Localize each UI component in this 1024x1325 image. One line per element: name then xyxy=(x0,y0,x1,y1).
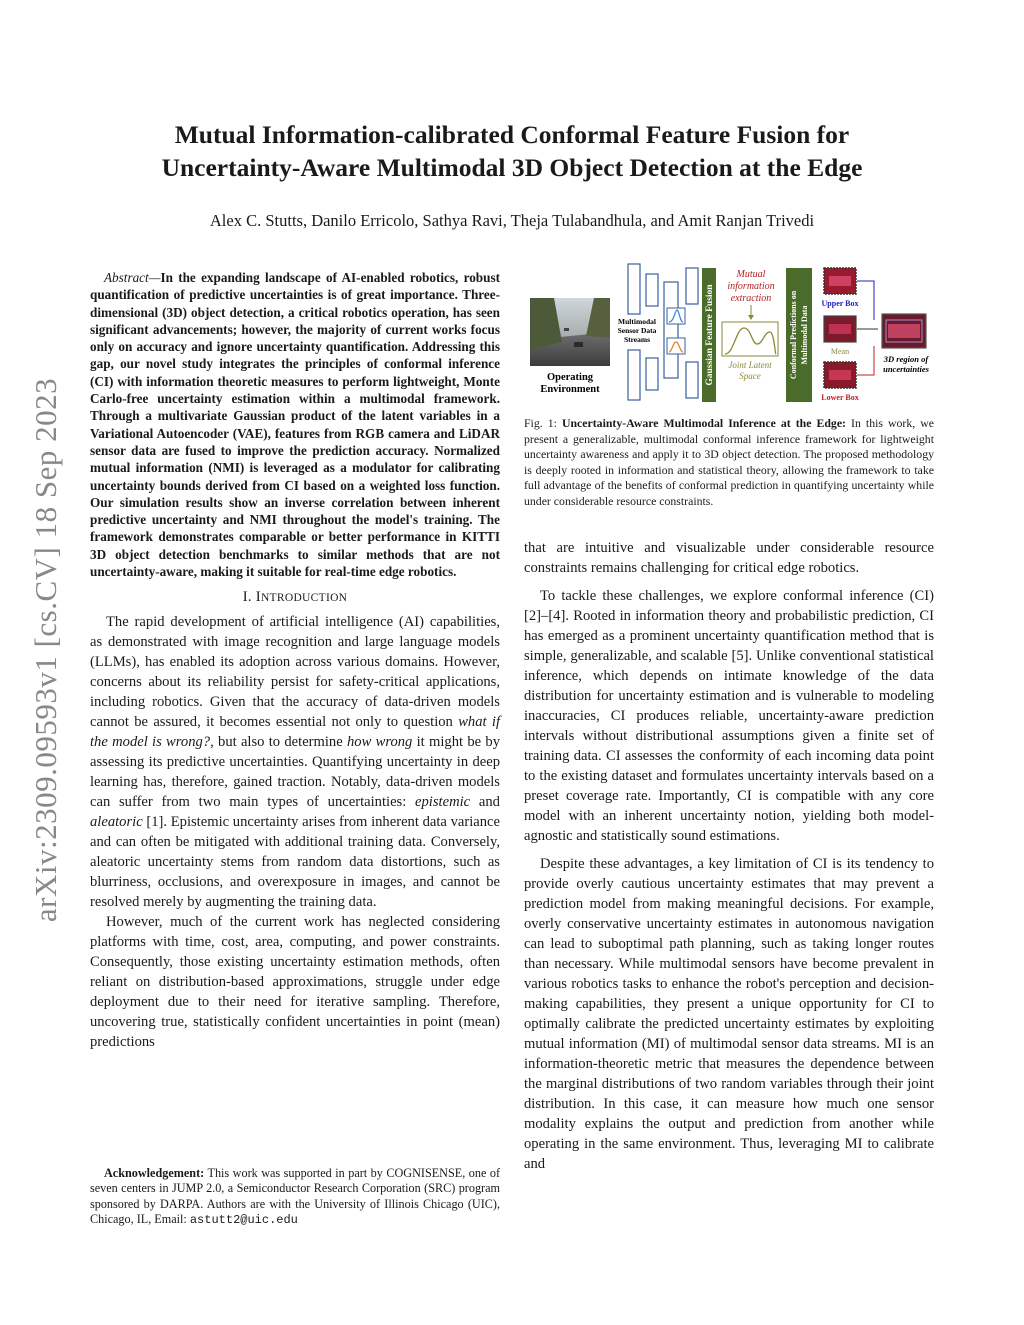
author-list: Alex C. Stutts, Danilo Erricolo, Sathya Ravi, Theja Tulabandhula, and Amit Ranjan Trivedi xyxy=(209,211,815,230)
operating-env-label-line1: Operating xyxy=(546,372,594,383)
intro-p1-emphasis-3: epistemic xyxy=(415,794,471,811)
sensor-streams-label-line3: Streams xyxy=(623,335,651,344)
distribution-icon-orange xyxy=(667,338,685,354)
acknowledgement-text: This work was supported in part by COGNISENSE, one of seven centers in JUMP 2.0, a Semiconductor Research Corporation (SRC) program sponsored by DARPA. Authors are with the University of Illinois Chicago (UIC), Chicago, IL, Email: xyxy=(90,1166,501,1227)
abstract-label: Abstract xyxy=(104,270,149,285)
intro-p1-part-c: it might be by assessing its predictive uncertainties. Quantifying uncertainty in deep learning has, therefore, gained traction. Notably, data-driven models can suffer from two main types of uncertainties: xyxy=(90,734,500,811)
upper-box-panel xyxy=(824,268,856,294)
upper-connector xyxy=(857,281,874,320)
operating-env-label-line2: Environment xyxy=(540,384,600,395)
intro-p1-emphasis-1: what if the model is wrong? xyxy=(90,714,501,751)
lower-box-label: Lower Box xyxy=(821,393,859,402)
right-paragraph-1: To tackle these challenges, we explore conformal inference (CI) [2]–[4]. Rooted in information theory and probabilistic prediction, CI has emerged as a prominent uncertainty quantification method that is simple, generalizable, and scalable [5]. Unlike conventional statistical inference, which depends on intimate knowledge of the data distribution for uncertainty estimation and is vulnerable to modeling inaccuracies, CI produces reliable, uncertainty-aware prediction intervals without distributional assumptions given a finite set of training data. CI assesses the conformity of each incoming data point to the existing dataset and formulates uncertainty intervals based on a preset coverage rate. Importantly, CI is compatible with any core model with an inherent uncertainty notion, yielding both model-agnostic and statistically sound estimations. xyxy=(524,588,934,844)
intro-p1-part-b: , but also to determine xyxy=(210,734,347,751)
latent-label-line1: Joint Latent xyxy=(728,360,772,370)
abstract-text: In the expanding landscape of AI-enabled robotics, robust quantification of predictive uncertainties is of great importance. Three-dimensional (3D) object detection, a critical robotics operation, has seen significant advancements; however, the majority of current works focus only on accuracy and ignore uncertainty quantification. Addressing this gap, our novel study integrates the principles of conformal inference (CI) with information theoretic measures to perform lightweight, Monte Carlo-free uncertainty estimation within a multimodal framework. Through a multivariate Gaussian product of the latent variables in a Variational Autoencoder (VAE), features from RGB camera and LiDAR sensor data are fused to improve the prediction accuracy. Normalized mutual information (NMI) is leveraged as a modulator for calibrating uncertainty bounds derived from CI based on a weighted loss function. Our simulation results show an inverse correlation between inherent predictive uncertainty and NMI throughout the model's training. The framework demonstrates comparable or better performance in KITTI 3D object detection benchmarks to similar methods that are not uncertainty-aware, making it suitable for real-time edge robotics. xyxy=(90,270,500,580)
mi-label-line3: extraction xyxy=(730,293,772,304)
driving-scene-image xyxy=(530,298,610,366)
lower-box-panel xyxy=(824,362,856,388)
intro-p1-part-d: and xyxy=(470,794,500,811)
predictions-label-line2: Multimodal Data xyxy=(800,305,809,365)
left-column xyxy=(90,269,500,1052)
acknowledgement-footnote xyxy=(90,1166,500,1229)
gaussian-feature-fusion-label: Gaussian Feature Fusion xyxy=(705,284,715,386)
caption-text: In this work, we present a generalizable, multimodal conformal inference framework for lightweight uncertainty awareness and apply it to 3D object detection. The proposed methodology is deeply rooted in information and statistical theory, allowing the framework to take full advantage of the benefits of conformal prediction in quantifying uncertainty while under considerable resource constraints. xyxy=(524,416,934,508)
section-heading-introduction xyxy=(90,589,500,606)
mean-panel xyxy=(824,316,856,342)
section-title-rest: NTRODUCTION xyxy=(260,592,348,605)
latent-label-line2: Space xyxy=(739,371,761,381)
intro-p1-part-e: [1]. Epistemic uncertainty arises from inherent data variance and can often be mitigated with additional training data. Conversely, aleatoric uncertainty stems from random data distortions, such as blurriness, occlusions, and overexposure in images, and cannot be resolved merely by augmenting the training data. xyxy=(90,814,500,911)
mi-arrowhead xyxy=(748,315,754,320)
right-paragraph-2: Despite these advantages, a key limitation of CI is its tendency to provide overly cautious uncertainty estimates that may prevent a prediction model from making meaningful decisions. For example, overly conservative uncertainty estimates in autonomous navigation can lead to suboptimal path planning, such as taking longer routes than necessary. While multimodal sensors have become prevalent in various robotics tasks to enhance the robot's perception and decision-making capabilities, they present a unique opportunity for CI to optimally calibrate the predicted uncertainty estimates by exploiting mutual information (MI) of multimodal sensor data streams. MI is an information-theoretic metric that measures the dependence between the marginal distributions of two random variables through their joint distribution. In this case, it can measure how much one sensor modality explains the output and prediction from another while operating in the same environment. Thus, leveraging MI to calibrate and xyxy=(524,856,934,1172)
region-label-line2: uncertainties xyxy=(883,364,929,374)
intro-p1-emphasis-2: how wrong xyxy=(346,734,413,751)
lower-connector xyxy=(857,346,874,375)
section-title-initial: I xyxy=(255,589,261,606)
figure-1-caption xyxy=(524,416,934,510)
intro-p1-part-a: The rapid development of artificial intelligence (AI) capabilities, as demonstrated with image recognition and large language models (LLMs), has enabled its adoption across various domains. However, concerns about its reliability persist for safety-critical applications, including robotics. Given that the accuracy of data-driven models cannot be assured, it becomes essential not only to question xyxy=(90,614,500,731)
sensor-streams-label-line1: Multimodal xyxy=(618,317,656,326)
intro-p1-emphasis-4: aleatoric xyxy=(90,814,143,831)
acknowledgement-label: Acknowledgement: xyxy=(104,1166,205,1180)
paper-title: Mutual Information-calibrated Conformal Feature Fusion for Uncertainty-Aware Multimodal 3D Object Detection at the Edge xyxy=(161,120,863,182)
section-number: I. xyxy=(242,589,252,606)
region-label-line1: 3D region of xyxy=(883,354,929,364)
author-email-link[interactable]: astutt2@uic.edu xyxy=(189,1213,298,1228)
arxiv-identifier-stamp[interactable] xyxy=(22,350,70,950)
arxiv-identifier-text: arXiv:2309.09593v1 [cs.CV] 18 Sep 2023 xyxy=(28,377,63,923)
figure-1-diagram xyxy=(524,262,934,414)
right-column xyxy=(524,538,934,1174)
abstract: Abstract—In the expanding landscape of AI-enabled robotics, robust quantification of predictive uncertainties is of great importance. Three-dimensional (3D) object detection, a critical robotics operation, has seen significant advancements; however, the majority of current works focus only on accuracy and ignore uncertainty quantification. Addressing this gap, our novel study integrates the principles of conformal inference (CI) with information theoretic measures to perform lightweight, Monte Carlo-free uncertainty estimation within a multimodal framework. Through a multivariate Gaussian product of the latent variables in a Variational Autoencoder (VAE), features from RGB camera and LiDAR sensor data are fused to improve the prediction accuracy. Normalized mutual information (NMI) is leveraged as a modulator for calibrating uncertainty bounds derived from CI based on a weighted loss function. Our simulation results show an inverse correlation between inherent predictive uncertainty and NMI throughout the model's training. The framework demonstrates comparable or better performance in KITTI 3D object detection benchmarks to similar methods that are not uncertainty-aware, making it suitable for real-time edge robotics. xyxy=(90,270,500,580)
3d-region-panel xyxy=(882,314,926,348)
mi-label-line2: information xyxy=(727,281,775,292)
mean-label: Mean xyxy=(830,347,850,356)
caption-bold-title: Uncertainty-Aware Multimodal Inference at the Edge: xyxy=(561,416,846,430)
sensor-streams-label-line2: Sensor Data xyxy=(617,326,657,335)
intro-paragraph-1 xyxy=(90,612,500,912)
predictions-label-line1: Conformal Predictions on xyxy=(789,290,798,380)
caption-label: Fig. 1: xyxy=(524,416,557,430)
mi-label-line1: Mutual xyxy=(736,269,766,280)
distribution-icon-blue xyxy=(667,308,685,324)
right-paragraph-0: that are intuitive and visualizable under considerable resource constraints remains challenging for critical edge robotics. xyxy=(524,540,934,576)
upper-box-label: Upper Box xyxy=(821,299,859,308)
intro-paragraph-2: However, much of the current work has neglected considering platforms with time, cost, area, computing, and power constraints. Consequently, those existing uncertainty estimation methods, often reliant on distribution-based approximations, struggle under edge deployment due to their need for iterative sampling. Therefore, uncovering true, statistically confident uncertainties in point (mean) predictions xyxy=(90,914,500,1051)
